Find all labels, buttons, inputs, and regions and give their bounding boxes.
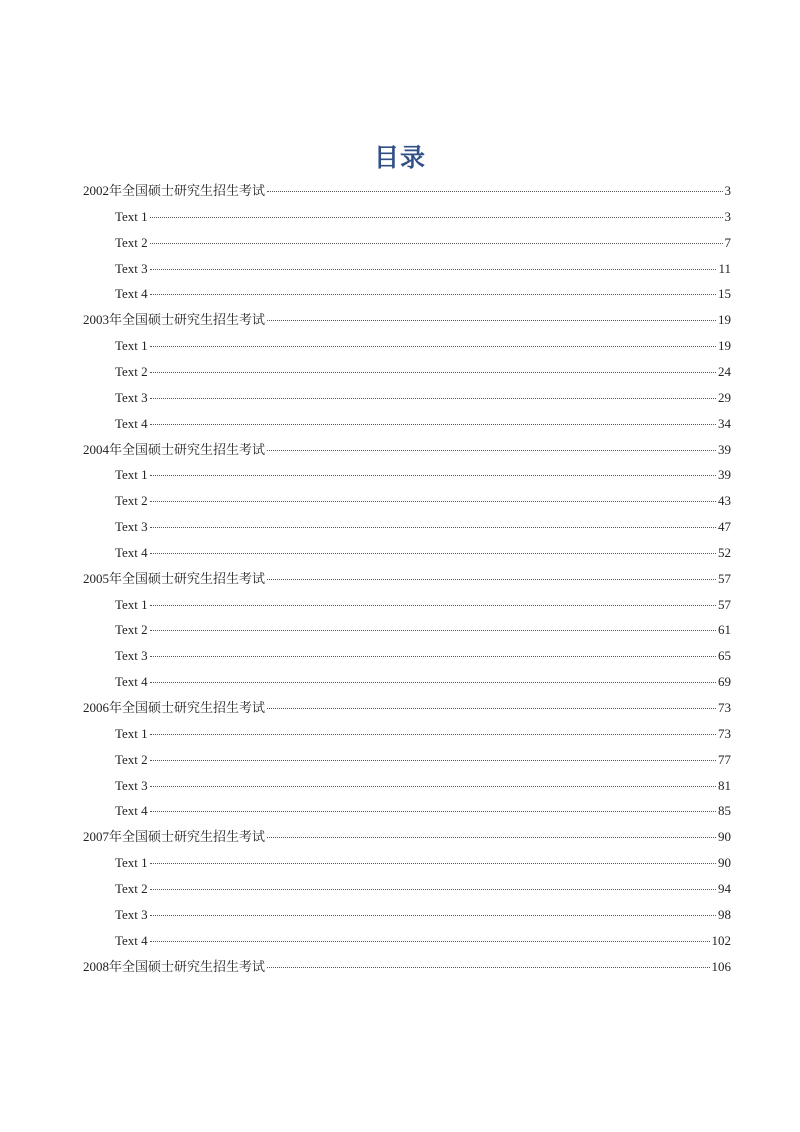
- toc-subsection-entry[interactable]: [115, 645, 731, 667]
- dot-leader: [150, 605, 716, 606]
- dot-leader: [150, 217, 723, 218]
- dot-leader: [150, 863, 716, 864]
- dot-leader: [150, 682, 716, 683]
- toc-page-number: 52: [718, 544, 731, 560]
- toc-entry-label: Text 4: [115, 674, 148, 690]
- dot-leader: [150, 294, 716, 295]
- toc-page-number: 39: [718, 441, 731, 457]
- toc-section-entry[interactable]: [83, 180, 731, 202]
- dot-leader: [150, 501, 716, 502]
- toc-subsection-entry[interactable]: [115, 283, 731, 305]
- toc-subsection-entry[interactable]: [115, 619, 731, 641]
- toc-page-number: 65: [718, 648, 731, 664]
- toc-entry-label: Text 1: [115, 855, 148, 871]
- page-title: 目录: [373, 143, 426, 172]
- toc-subsection-entry[interactable]: [115, 930, 731, 952]
- toc-entry-label: Text 4: [115, 415, 148, 431]
- toc-page-number: 19: [718, 338, 731, 354]
- dot-leader: [150, 889, 716, 890]
- toc-entry-label: Text 4: [115, 803, 148, 819]
- toc-subsection-entry[interactable]: [115, 723, 731, 745]
- toc-page-number: 98: [718, 906, 731, 922]
- toc-subsection-entry[interactable]: [115, 361, 731, 383]
- toc-page-number: 73: [718, 700, 731, 715]
- toc-subsection-entry[interactable]: [115, 258, 731, 280]
- toc-entry-label: Text 2: [115, 751, 148, 767]
- dot-leader: [150, 786, 716, 787]
- dot-leader: [150, 553, 716, 554]
- dot-leader: [150, 424, 716, 425]
- dot-leader: [150, 811, 716, 812]
- toc-section-entry[interactable]: [83, 309, 731, 331]
- toc-entry-label: Text 3: [115, 777, 148, 793]
- toc-page-number: 61: [718, 622, 731, 638]
- toc-page-number: 29: [718, 389, 731, 405]
- toc-section-entry[interactable]: [83, 697, 731, 719]
- toc-section-entry[interactable]: [83, 568, 731, 590]
- toc-page-number: 3: [724, 183, 731, 198]
- toc-subsection-entry[interactable]: [115, 206, 731, 228]
- toc-page-number: 24: [718, 363, 731, 379]
- toc-page-number: 47: [718, 519, 731, 535]
- toc-entry-label: Text 2: [115, 363, 148, 379]
- toc-subsection-entry[interactable]: [115, 594, 731, 616]
- toc-entry-label: 2003年全国硕士研究生招生考试: [83, 312, 266, 328]
- toc-subsection-entry[interactable]: [115, 413, 731, 435]
- toc-page-number: 102: [711, 932, 731, 948]
- dot-leader: [267, 708, 716, 709]
- toc-page-number: 43: [718, 493, 731, 509]
- toc-entry-label: 2006年全国硕士研究生招生考试: [83, 700, 266, 715]
- toc-entry-label: Text 2: [115, 493, 148, 509]
- toc-page-number: 81: [718, 777, 731, 793]
- toc-entry-label: Text 1: [115, 338, 148, 354]
- dot-leader: [150, 398, 716, 399]
- dot-leader: [150, 243, 723, 244]
- toc-page-number: 39: [718, 467, 731, 483]
- dot-leader: [150, 475, 716, 476]
- toc-page-number: 15: [718, 286, 731, 302]
- toc-subsection-entry[interactable]: [115, 775, 731, 797]
- toc-entry-label: Text 2: [115, 880, 148, 896]
- toc-entry-label: 2007年全国硕士研究生招生考试: [83, 829, 266, 845]
- toc-entry-label: Text 1: [115, 596, 148, 612]
- dot-leader: [150, 941, 710, 942]
- toc-page-number: 11: [718, 260, 731, 276]
- toc-entry-label: Text 3: [115, 389, 148, 405]
- toc-page-number: 57: [718, 596, 731, 612]
- dot-leader: [267, 837, 716, 838]
- toc-subsection-entry[interactable]: [115, 878, 731, 900]
- toc-entry-label: Text 1: [115, 725, 148, 741]
- toc-page-number: 85: [718, 803, 731, 819]
- toc-entry-label: Text 2: [115, 622, 148, 638]
- toc-entry-label: Text 3: [115, 519, 148, 535]
- toc-section-entry[interactable]: [83, 826, 731, 848]
- toc-entry-label: 2002年全国硕士研究生招生考试: [83, 183, 266, 198]
- toc-entry-label: Text 3: [115, 906, 148, 922]
- toc-subsection-entry[interactable]: [115, 387, 731, 409]
- dot-leader: [150, 630, 716, 631]
- toc-entry-label: Text 3: [115, 648, 148, 664]
- toc-page-number: 77: [718, 751, 731, 767]
- toc-entry-label: 2008年全国硕士研究生招生考试: [83, 958, 266, 974]
- dot-leader: [267, 450, 716, 451]
- dot-leader: [150, 269, 717, 270]
- toc-entry-label: 2004年全国硕士研究生招生考试: [83, 441, 266, 457]
- toc-entry-label: Text 3: [115, 260, 148, 276]
- dot-leader: [267, 320, 716, 321]
- toc-entry-label: Text 2: [115, 234, 148, 250]
- dot-leader: [267, 191, 722, 192]
- dot-leader: [267, 579, 716, 580]
- toc-subsection-entry[interactable]: [115, 852, 731, 874]
- toc-section-entry[interactable]: [83, 956, 731, 978]
- toc-page-number: 57: [718, 570, 731, 586]
- toc-page-number: 94: [718, 880, 731, 896]
- toc-subsection-entry[interactable]: [115, 464, 731, 486]
- dot-leader: [150, 527, 716, 528]
- toc-subsection-entry[interactable]: [115, 335, 731, 357]
- toc-page-number: 69: [718, 674, 731, 690]
- dot-leader: [150, 734, 716, 735]
- toc-page-number: 90: [718, 829, 731, 845]
- dot-leader: [150, 372, 716, 373]
- toc-page-number: 7: [724, 234, 731, 250]
- dot-leader: [150, 346, 716, 347]
- toc-page-number: 19: [718, 312, 731, 328]
- toc-subsection-entry[interactable]: [115, 749, 731, 771]
- toc-subsection-entry[interactable]: [115, 516, 731, 538]
- toc-page-number: 106: [711, 958, 731, 974]
- toc-entry-label: 2005年全国硕士研究生招生考试: [83, 570, 266, 586]
- toc-page-number: 34: [718, 415, 731, 431]
- toc-subsection-entry[interactable]: [115, 232, 731, 254]
- toc-entry-label: Text 4: [115, 932, 148, 948]
- toc-subsection-entry[interactable]: [115, 800, 731, 822]
- toc-entry-label: Text 4: [115, 286, 148, 302]
- toc-subsection-entry[interactable]: [115, 671, 731, 693]
- toc-page-number: 90: [718, 855, 731, 871]
- toc-subsection-entry[interactable]: [115, 904, 731, 926]
- toc-entry-label: Text 4: [115, 544, 148, 560]
- toc-subsection-entry[interactable]: [115, 542, 731, 564]
- dot-leader: [150, 760, 716, 761]
- toc-subsection-entry[interactable]: [115, 490, 731, 512]
- toc-page-number: 73: [718, 725, 731, 741]
- dot-leader: [150, 656, 716, 657]
- toc-entry-label: Text 1: [115, 208, 148, 224]
- toc-page-number: 3: [724, 208, 731, 224]
- dot-leader: [267, 967, 709, 968]
- toc-section-entry[interactable]: [83, 439, 731, 461]
- dot-leader: [150, 915, 716, 916]
- toc-entry-label: Text 1: [115, 467, 148, 483]
